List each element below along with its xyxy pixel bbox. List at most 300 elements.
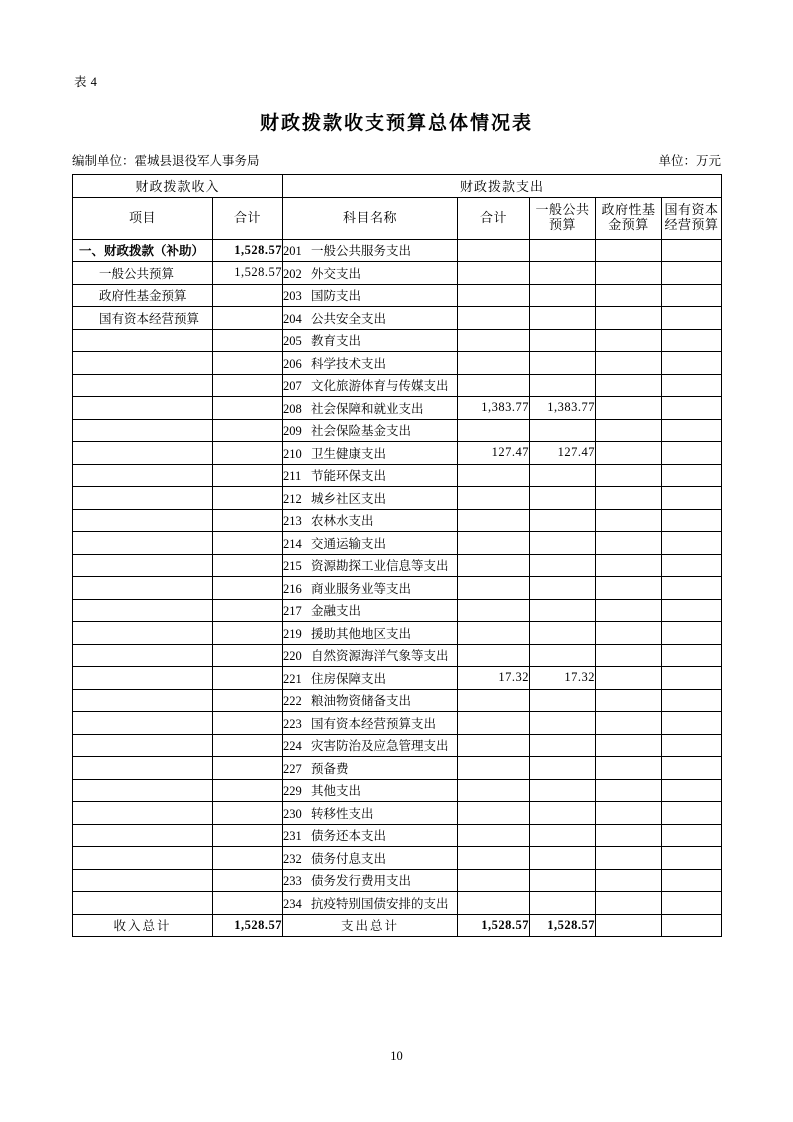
expense-amount-capital <box>662 554 722 577</box>
expense-amount-total <box>458 622 530 645</box>
table-group-header-row <box>73 175 722 198</box>
expense-subject-code: 211 <box>283 469 302 484</box>
table-row <box>73 734 722 757</box>
expense-amount-capital <box>662 464 722 487</box>
expense-amount-fund <box>596 802 662 825</box>
expense-amount-total <box>458 262 530 285</box>
expense-amount-total: 1,383.77 <box>458 397 530 420</box>
income-item-amount <box>213 869 283 892</box>
income-item-amount <box>213 577 283 600</box>
expense-subject-cell <box>283 577 458 600</box>
expense-subject-cell <box>283 329 458 352</box>
expense-subject-name: 社会保障和就业支出 <box>311 401 424 416</box>
income-item-amount <box>213 554 283 577</box>
expense-amount-total <box>458 284 530 307</box>
expense-amount-fund <box>596 397 662 420</box>
expense-amount-capital <box>662 239 722 262</box>
expense-subject-cell <box>283 689 458 712</box>
table-row <box>73 869 722 892</box>
income-item-amount <box>213 487 283 510</box>
expense-amount-fund <box>596 689 662 712</box>
expense-amount-capital <box>662 262 722 285</box>
expense-amount-capital <box>662 689 722 712</box>
expense-subject-name: 住房保障支出 <box>311 671 387 686</box>
table-row <box>73 824 722 847</box>
income-item-label <box>73 329 213 352</box>
expense-amount-fund <box>596 329 662 352</box>
table-row <box>73 599 722 622</box>
income-item-label <box>73 689 213 712</box>
expense-subject-cell <box>283 599 458 622</box>
income-item-amount <box>213 532 283 555</box>
expense-subject-code: 210 <box>283 446 302 461</box>
header-item: 项目 <box>73 197 213 239</box>
expense-amount-general <box>530 352 596 375</box>
expense-subject-code: 207 <box>283 379 302 394</box>
expense-subject-cell <box>283 757 458 780</box>
income-item-label: 一般公共预算 <box>73 262 213 285</box>
header-income-group: 财政拨款收入 <box>73 175 283 198</box>
expense-amount-fund <box>596 667 662 690</box>
expense-amount-capital <box>662 352 722 375</box>
expense-amount-fund <box>596 622 662 645</box>
expense-subject-name: 转移性支出 <box>311 806 374 821</box>
expense-total-general: 1,528.57 <box>530 914 596 937</box>
income-item-amount <box>213 802 283 825</box>
expense-amount-general <box>530 284 596 307</box>
expense-amount-fund <box>596 352 662 375</box>
expense-subject-cell <box>283 239 458 262</box>
expense-amount-general <box>530 779 596 802</box>
expense-amount-general <box>530 374 596 397</box>
table-row <box>73 892 722 915</box>
expense-amount-total <box>458 464 530 487</box>
table-row <box>73 419 722 442</box>
expense-subject-name: 国防支出 <box>311 289 362 304</box>
expense-amount-total <box>458 869 530 892</box>
header-expense-group: 财政拨款支出 <box>283 175 722 198</box>
expense-subject-code: 220 <box>283 649 302 664</box>
expense-amount-general <box>530 487 596 510</box>
expense-amount-capital <box>662 802 722 825</box>
table-row <box>73 487 722 510</box>
expense-amount-capital <box>662 847 722 870</box>
expense-amount-fund <box>596 892 662 915</box>
expense-subject-name: 科学技术支出 <box>311 356 387 371</box>
table-row <box>73 397 722 420</box>
table-row <box>73 239 722 262</box>
income-item-amount <box>213 892 283 915</box>
expense-amount-fund <box>596 374 662 397</box>
expense-subject-name: 资源勘探工业信息等支出 <box>311 559 449 574</box>
expense-amount-fund <box>596 262 662 285</box>
expense-subject-name: 商业服务业等支出 <box>311 581 412 596</box>
expense-amount-capital <box>662 442 722 465</box>
table-row <box>73 464 722 487</box>
expense-amount-capital <box>662 374 722 397</box>
expense-subject-code: 215 <box>283 559 302 574</box>
expense-amount-fund <box>596 869 662 892</box>
income-item-amount <box>213 824 283 847</box>
expense-amount-total <box>458 802 530 825</box>
page-title: 财政拨款收支预算总体情况表 <box>259 113 533 134</box>
income-item-amount <box>213 307 283 330</box>
expense-subject-code: 219 <box>283 626 302 641</box>
expense-amount-total <box>458 532 530 555</box>
income-item-amount: 1,528.57 <box>213 262 283 285</box>
income-item-amount <box>213 644 283 667</box>
income-item-label <box>73 442 213 465</box>
expense-subject-cell <box>283 667 458 690</box>
income-item-label <box>73 509 213 532</box>
expense-amount-capital <box>662 779 722 802</box>
amount-unit: 单位：万元 <box>658 154 721 168</box>
expense-subject-name: 交通运输支出 <box>311 536 387 551</box>
expense-subject-cell <box>283 824 458 847</box>
expense-amount-fund <box>596 824 662 847</box>
expense-subject-cell <box>283 892 458 915</box>
expense-amount-capital <box>662 329 722 352</box>
expense-subject-code: 203 <box>283 289 302 304</box>
expense-subject-name: 援助其他地区支出 <box>311 626 412 641</box>
income-item-label: 国有资本经营预算 <box>73 307 213 330</box>
expense-subject-cell <box>283 622 458 645</box>
expense-amount-total <box>458 577 530 600</box>
expense-amount-capital <box>662 577 722 600</box>
expense-amount-general <box>530 532 596 555</box>
header-general-public-budget: 一般公共预算 <box>530 197 596 239</box>
expense-amount-general <box>530 307 596 330</box>
expense-amount-capital <box>662 599 722 622</box>
expense-amount-fund <box>596 779 662 802</box>
expense-subject-cell <box>283 509 458 532</box>
expense-amount-total <box>458 689 530 712</box>
expense-amount-capital <box>662 734 722 757</box>
table-row <box>73 532 722 555</box>
expense-subject-code: 214 <box>283 536 302 551</box>
expense-subject-cell <box>283 374 458 397</box>
expense-amount-general: 1,383.77 <box>530 397 596 420</box>
expense-amount-total <box>458 599 530 622</box>
income-item-label <box>73 374 213 397</box>
income-item-amount <box>213 374 283 397</box>
expense-amount-capital <box>662 532 722 555</box>
expense-subject-name: 社会保险基金支出 <box>311 424 412 439</box>
table-row <box>73 667 722 690</box>
expense-amount-total: 127.47 <box>458 442 530 465</box>
expense-total-fund <box>596 914 662 937</box>
expense-amount-capital <box>662 487 722 510</box>
expense-subject-name: 一般公共服务支出 <box>311 244 412 259</box>
expense-subject-cell <box>283 284 458 307</box>
expense-amount-fund <box>596 757 662 780</box>
table-row <box>73 442 722 465</box>
table-row <box>73 577 722 600</box>
table-row <box>73 802 722 825</box>
income-item-amount <box>213 419 283 442</box>
expense-amount-general <box>530 329 596 352</box>
expense-amount-general <box>530 802 596 825</box>
expense-amount-capital <box>662 622 722 645</box>
expense-amount-capital <box>662 509 722 532</box>
income-item-amount <box>213 599 283 622</box>
expense-amount-general <box>530 847 596 870</box>
header-gov-fund-budget: 政府性基金预算 <box>596 197 662 239</box>
expense-amount-total <box>458 712 530 735</box>
table-body <box>73 239 722 914</box>
expense-amount-total <box>458 509 530 532</box>
expense-amount-capital <box>662 869 722 892</box>
income-item-label <box>73 847 213 870</box>
expense-amount-general: 17.32 <box>530 667 596 690</box>
income-item-label <box>73 487 213 510</box>
expense-subject-name: 公共安全支出 <box>311 311 387 326</box>
expense-amount-general: 127.47 <box>530 442 596 465</box>
expense-amount-general <box>530 262 596 285</box>
expense-amount-total <box>458 757 530 780</box>
sheet-label: 表 4 <box>74 75 98 89</box>
expense-subject-name: 城乡社区支出 <box>311 491 387 506</box>
table-row <box>73 622 722 645</box>
expense-amount-general <box>530 554 596 577</box>
expense-amount-total: 17.32 <box>458 667 530 690</box>
expense-amount-general <box>530 869 596 892</box>
expense-amount-general <box>530 689 596 712</box>
expense-subject-cell <box>283 869 458 892</box>
income-item-label <box>73 622 213 645</box>
income-item-amount <box>213 847 283 870</box>
expense-subject-name: 文化旅游体育与传媒支出 <box>311 379 449 394</box>
income-item-amount <box>213 352 283 375</box>
expense-amount-general <box>530 239 596 262</box>
expense-amount-total <box>458 554 530 577</box>
expense-amount-capital <box>662 419 722 442</box>
income-item-amount <box>213 689 283 712</box>
table-row <box>73 554 722 577</box>
expense-amount-fund <box>596 442 662 465</box>
income-item-amount <box>213 329 283 352</box>
table-row <box>73 284 722 307</box>
expense-subject-cell <box>283 262 458 285</box>
income-item-amount <box>213 442 283 465</box>
expense-subject-cell <box>283 487 458 510</box>
expense-subject-code: 233 <box>283 874 302 889</box>
expense-subject-code: 204 <box>283 311 302 326</box>
expense-subject-name: 金融支出 <box>311 604 362 619</box>
income-item-label <box>73 802 213 825</box>
header-income-total: 合计 <box>213 197 283 239</box>
table-row <box>73 352 722 375</box>
expense-subject-name: 农林水支出 <box>311 514 374 529</box>
income-item-amount <box>213 734 283 757</box>
expense-amount-general <box>530 622 596 645</box>
income-item-label <box>73 824 213 847</box>
expense-amount-general <box>530 734 596 757</box>
expense-amount-general <box>530 464 596 487</box>
expense-subject-cell <box>283 847 458 870</box>
income-item-label <box>73 892 213 915</box>
income-item-amount <box>213 667 283 690</box>
income-item-label <box>73 644 213 667</box>
compiler-unit: 编制单位：霍城县退役军人事务局 <box>72 154 260 168</box>
expense-amount-fund <box>596 307 662 330</box>
income-item-label <box>73 352 213 375</box>
expense-subject-cell <box>283 779 458 802</box>
expense-subject-code: 212 <box>283 491 302 506</box>
expense-amount-capital <box>662 712 722 735</box>
expense-subject-cell <box>283 352 458 375</box>
expense-subject-code: 201 <box>283 244 302 259</box>
expense-amount-capital <box>662 824 722 847</box>
income-item-amount <box>213 779 283 802</box>
expense-amount-total <box>458 734 530 757</box>
expense-subject-name: 债务发行费用支出 <box>311 874 412 889</box>
income-item-amount <box>213 284 283 307</box>
expense-amount-capital <box>662 644 722 667</box>
income-item-label <box>73 599 213 622</box>
expense-subject-cell <box>283 712 458 735</box>
expense-subject-name: 卫生健康支出 <box>311 446 387 461</box>
expense-amount-fund <box>596 577 662 600</box>
table-total-row <box>73 914 722 937</box>
expense-amount-general <box>530 599 596 622</box>
budget-table <box>72 174 722 937</box>
expense-amount-general <box>530 644 596 667</box>
income-item-amount <box>213 712 283 735</box>
expense-subject-cell <box>283 734 458 757</box>
expense-subject-code: 217 <box>283 604 302 619</box>
expense-subject-name: 债务还本支出 <box>311 829 387 844</box>
expense-subject-name: 粮油物资储备支出 <box>311 694 412 709</box>
expense-subject-name: 债务付息支出 <box>311 851 387 866</box>
expense-subject-cell <box>283 802 458 825</box>
expense-amount-total <box>458 779 530 802</box>
header-subject-name: 科目名称 <box>283 197 458 239</box>
expense-subject-name: 预备费 <box>311 761 349 776</box>
income-item-amount <box>213 464 283 487</box>
expense-amount-general <box>530 509 596 532</box>
income-item-label <box>73 757 213 780</box>
expense-subject-code: 216 <box>283 581 302 596</box>
expense-amount-capital <box>662 397 722 420</box>
income-total-label: 收入总计 <box>73 914 213 937</box>
expense-amount-fund <box>596 847 662 870</box>
expense-amount-total <box>458 824 530 847</box>
income-item-label <box>73 554 213 577</box>
table-row <box>73 712 722 735</box>
table-row <box>73 779 722 802</box>
table-row <box>73 374 722 397</box>
expense-subject-code: 208 <box>283 401 302 416</box>
table-column-header-row <box>73 197 722 239</box>
expense-subject-code: 222 <box>283 694 302 709</box>
income-item-label <box>73 419 213 442</box>
expense-amount-capital <box>662 892 722 915</box>
income-item-label <box>73 577 213 600</box>
expense-subject-code: 229 <box>283 784 302 799</box>
expense-subject-cell <box>283 554 458 577</box>
expense-amount-general <box>530 419 596 442</box>
expense-subject-name: 节能环保支出 <box>311 469 387 484</box>
expense-subject-code: 213 <box>283 514 302 529</box>
expense-subject-cell <box>283 442 458 465</box>
income-item-label <box>73 397 213 420</box>
income-item-label: 政府性基金预算 <box>73 284 213 307</box>
expense-amount-fund <box>596 419 662 442</box>
expense-amount-general <box>530 824 596 847</box>
expense-amount-total <box>458 847 530 870</box>
expense-amount-total <box>458 487 530 510</box>
income-item-amount <box>213 397 283 420</box>
expense-subject-cell <box>283 397 458 420</box>
expense-amount-general <box>530 757 596 780</box>
table-row <box>73 509 722 532</box>
income-item-label <box>73 734 213 757</box>
expense-subject-code: 227 <box>283 761 302 776</box>
expense-amount-total <box>458 892 530 915</box>
table-row <box>73 644 722 667</box>
expense-amount-fund <box>596 712 662 735</box>
expense-total-capital <box>662 914 722 937</box>
income-item-label <box>73 779 213 802</box>
expense-subject-code: 230 <box>283 806 302 821</box>
expense-subject-cell <box>283 464 458 487</box>
expense-subject-name: 其他支出 <box>311 784 362 799</box>
income-item-amount: 1,528.57 <box>213 239 283 262</box>
expense-amount-capital <box>662 307 722 330</box>
expense-amount-total <box>458 329 530 352</box>
income-item-label <box>73 532 213 555</box>
expense-amount-fund <box>596 734 662 757</box>
expense-amount-total <box>458 374 530 397</box>
income-item-label <box>73 712 213 735</box>
expense-subject-code: 234 <box>283 896 302 911</box>
expense-amount-general <box>530 892 596 915</box>
expense-amount-capital <box>662 757 722 780</box>
expense-subject-code: 209 <box>283 424 302 439</box>
expense-amount-total <box>458 352 530 375</box>
table-row <box>73 262 722 285</box>
table-row <box>73 757 722 780</box>
expense-subject-code: 221 <box>283 671 302 686</box>
table-row <box>73 847 722 870</box>
expense-subject-code: 232 <box>283 851 302 866</box>
expense-subject-code: 224 <box>283 739 302 754</box>
income-item-label <box>73 667 213 690</box>
table-row <box>73 329 722 352</box>
expense-amount-fund <box>596 532 662 555</box>
expense-subject-name: 教育支出 <box>311 334 362 349</box>
expense-amount-fund <box>596 464 662 487</box>
income-item-amount <box>213 757 283 780</box>
header-expense-total: 合计 <box>458 197 530 239</box>
expense-amount-fund <box>596 644 662 667</box>
expense-subject-name: 自然资源海洋气象等支出 <box>311 649 449 664</box>
expense-amount-total <box>458 644 530 667</box>
income-item-label <box>73 464 213 487</box>
income-item-amount <box>213 622 283 645</box>
meta-row <box>72 151 721 169</box>
income-item-label: 一、财政拨款（补助） <box>73 239 213 262</box>
expense-subject-name: 灾害防治及应急管理支出 <box>311 739 449 754</box>
table-row <box>73 689 722 712</box>
expense-subject-name: 抗疫特别国债安排的支出 <box>311 896 449 911</box>
expense-amount-general <box>530 712 596 735</box>
expense-amount-total <box>458 239 530 262</box>
expense-total-label: 支出总计 <box>283 914 458 937</box>
expense-amount-capital <box>662 667 722 690</box>
expense-amount-total <box>458 419 530 442</box>
